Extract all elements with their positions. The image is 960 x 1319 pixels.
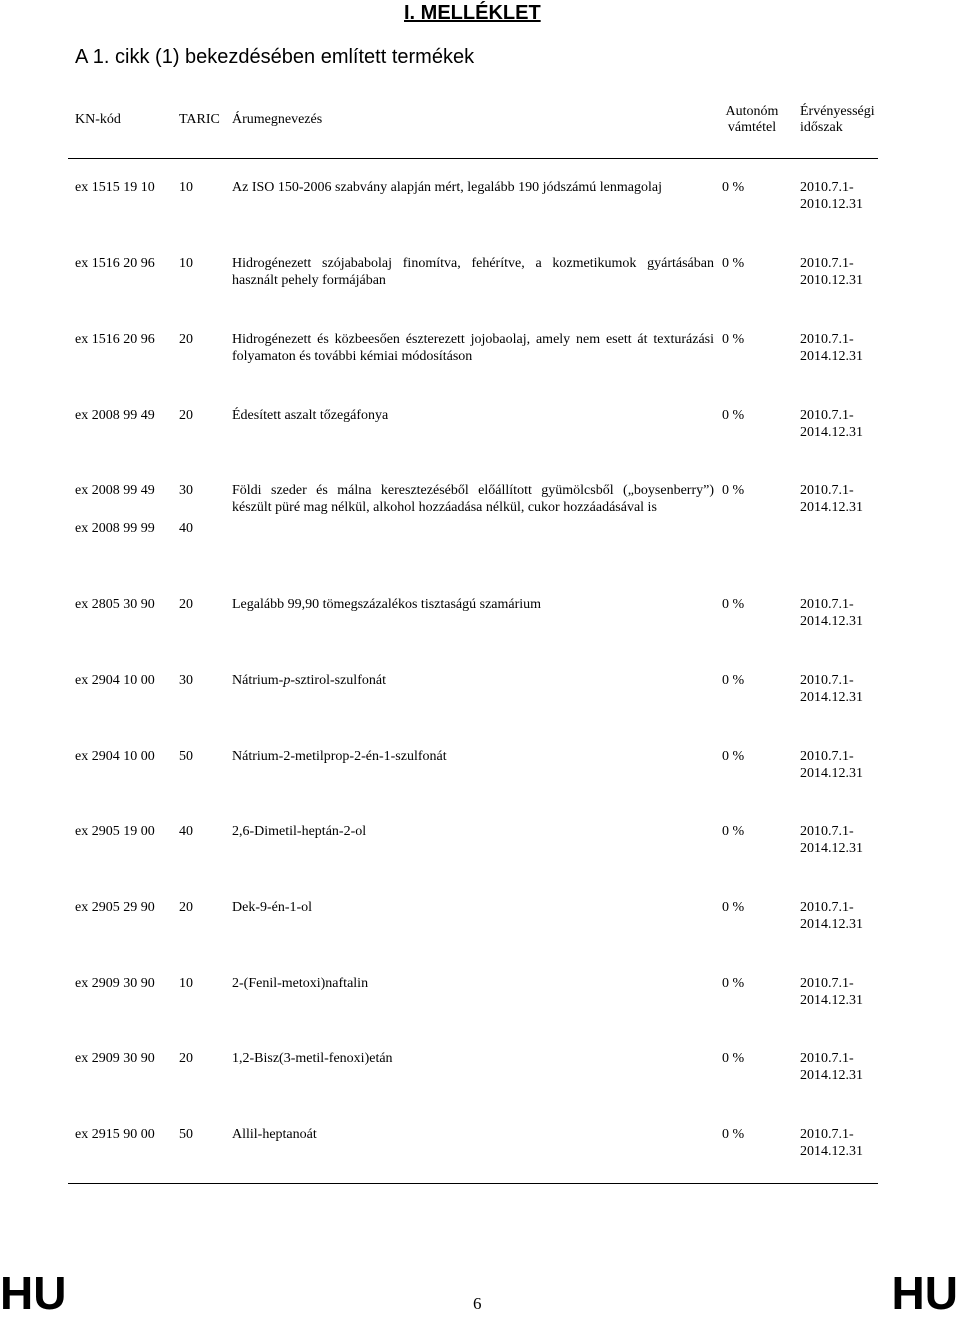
annex-title: I. MELLÉKLET xyxy=(404,2,541,24)
duty-rate: 0 % xyxy=(722,900,745,915)
taric-code: 50 xyxy=(179,749,193,764)
duty-rate: 0 % xyxy=(722,824,745,839)
document-subtitle: A 1. cikk (1) bekezdésében említett termékek xyxy=(75,46,475,68)
period-start: 2010.7.1- xyxy=(800,1051,854,1066)
period-end: 2010.12.31 xyxy=(800,272,863,288)
taric-code: 20 xyxy=(179,1051,193,1066)
product-description: 1,2-Bisz(3-metil-fenoxi)etán xyxy=(232,1051,393,1066)
validity-period xyxy=(800,1127,870,1160)
duty-rate: 0 % xyxy=(722,1127,745,1142)
period-start: 2010.7.1- xyxy=(800,332,854,347)
table-bottom-rule xyxy=(68,1183,878,1184)
taric-code: 40 xyxy=(179,520,193,536)
period-start: 2010.7.1- xyxy=(800,483,854,498)
period-end: 2014.12.31 xyxy=(800,613,863,629)
duty-rate: 0 % xyxy=(722,597,745,612)
taric-code: 20 xyxy=(179,332,193,347)
cn-code: ex 2915 90 00 xyxy=(75,1127,155,1142)
product-description: Hidrogénezett és közbeesően észterezett jojobaolaj, amely nem esett át texturázási folyamaton és további kémiai módosításon xyxy=(232,332,714,364)
cn-code: ex 2905 19 00 xyxy=(75,824,155,839)
period-start: 2010.7.1- xyxy=(800,180,854,195)
product-description: Nátrium-2-metilprop-2-én-1-szulfonát xyxy=(232,749,447,764)
taric-code: 20 xyxy=(179,900,193,915)
period-start: 2010.7.1- xyxy=(800,749,854,764)
period-end: 2014.12.31 xyxy=(800,916,863,932)
period-start: 2010.7.1- xyxy=(800,900,854,915)
validity-period xyxy=(800,408,870,441)
duty-rate: 0 % xyxy=(722,180,745,195)
header-period-line1: Érvényességi xyxy=(800,104,875,119)
validity-period xyxy=(800,749,870,782)
product-description: Hidrogénezett szójababolaj finomítva, fehérítve, a kozmetikumok gyártásában használt pehely formájában xyxy=(232,256,714,288)
taric-code: 30 xyxy=(179,483,193,498)
taric-code: 10 xyxy=(179,180,193,195)
cn-code: ex 1516 20 96 xyxy=(75,332,155,347)
product-description xyxy=(232,673,714,690)
footer-language-right: HU xyxy=(891,1267,958,1319)
period-end: 2010.12.31 xyxy=(800,196,863,212)
header-rate-line1: Autonóm xyxy=(725,104,779,119)
product-description: 2-(Fenil-metoxi)naftalin xyxy=(232,976,369,991)
period-end: 2014.12.31 xyxy=(800,992,863,1008)
header-period-line2: időszak xyxy=(800,120,843,135)
duty-rate: 0 % xyxy=(722,256,745,271)
period-end: 2014.12.31 xyxy=(800,499,863,515)
period-start: 2010.7.1- xyxy=(800,673,854,688)
period-end: 2014.12.31 xyxy=(800,1143,863,1159)
validity-period xyxy=(800,256,870,289)
period-end: 2014.12.31 xyxy=(800,1067,863,1083)
duty-rate: 0 % xyxy=(722,673,745,688)
header-rate xyxy=(722,104,782,136)
validity-period xyxy=(800,483,870,516)
cn-code: ex 2904 10 00 xyxy=(75,749,155,764)
header-period xyxy=(800,104,875,136)
duty-rate: 0 % xyxy=(722,483,745,498)
cn-code: ex 2909 30 90 xyxy=(75,1051,155,1066)
desc-suffix: -sztirol-szulfonát xyxy=(290,673,386,688)
duty-rate: 0 % xyxy=(722,976,745,991)
duty-rate: 0 % xyxy=(722,1051,745,1066)
cn-code: ex 2905 29 90 xyxy=(75,900,155,915)
period-end: 2014.12.31 xyxy=(800,424,863,440)
header-divider xyxy=(68,158,878,159)
period-start: 2010.7.1- xyxy=(800,1127,854,1142)
taric-code: 10 xyxy=(179,256,193,271)
validity-period xyxy=(800,180,870,213)
period-end: 2014.12.31 xyxy=(800,348,863,364)
taric-code: 20 xyxy=(179,597,193,612)
product-description: 2,6-Dimetil-heptán-2-ol xyxy=(232,824,367,839)
header-cn-code: KN-kód xyxy=(75,112,121,127)
product-description: Földi szeder és málna keresztezéséből előállított gyümölcsből („boysenberry”) készült püré mag nélkül, alkohol hozzáadása nélkül, cukor hozzáadásával is xyxy=(232,483,714,515)
taric-code: 30 xyxy=(179,673,193,688)
duty-rate: 0 % xyxy=(722,332,745,347)
duty-rate: 0 % xyxy=(722,749,745,764)
product-description: Dek-9-én-1-ol xyxy=(232,900,313,915)
cn-code: ex 2909 30 90 xyxy=(75,976,155,991)
period-start: 2010.7.1- xyxy=(800,597,854,612)
validity-period xyxy=(800,900,870,933)
taric-code: 50 xyxy=(179,1127,193,1142)
cn-code: ex 2008 99 99 xyxy=(75,520,155,536)
period-start: 2010.7.1- xyxy=(800,824,854,839)
validity-period xyxy=(800,1051,870,1084)
header-taric: TARIC xyxy=(179,112,220,127)
duty-rate: 0 % xyxy=(722,408,745,423)
validity-period xyxy=(800,673,870,706)
footer-language-left: HU xyxy=(0,1267,67,1319)
header-description: Árumegnevezés xyxy=(232,112,323,127)
period-end: 2014.12.31 xyxy=(800,840,863,856)
product-description: Az ISO 150-2006 szabvány alapján mért, legalább 190 jódszámú lenmagolaj xyxy=(232,180,662,195)
taric-code: 20 xyxy=(179,408,193,423)
validity-period xyxy=(800,976,870,1009)
validity-period xyxy=(800,824,870,857)
desc-prefix: Nátrium- xyxy=(232,673,284,688)
product-description: Allil-heptanoát xyxy=(232,1127,317,1142)
header-rate-line2: vámtétel xyxy=(727,120,777,135)
taric-code: 10 xyxy=(179,976,193,991)
cn-code: ex 2008 99 49 xyxy=(75,408,155,423)
cn-code: ex 2805 30 90 xyxy=(75,597,155,612)
page-number: 6 xyxy=(473,1294,482,1313)
period-start: 2010.7.1- xyxy=(800,408,854,423)
validity-period xyxy=(800,597,870,630)
taric-codes xyxy=(179,483,193,537)
cn-codes xyxy=(75,483,155,537)
product-description: Édesített aszalt tőzegáfonya xyxy=(232,408,389,423)
period-start: 2010.7.1- xyxy=(800,256,854,271)
product-description: Legalább 99,90 tömegszázalékos tisztaságú szamárium xyxy=(232,597,542,612)
taric-code: 40 xyxy=(179,824,193,839)
cn-code: ex 1515 19 10 xyxy=(75,180,155,195)
period-end: 2014.12.31 xyxy=(800,689,863,705)
period-end: 2014.12.31 xyxy=(800,765,863,781)
desc-italic-part: p xyxy=(283,673,291,688)
cn-code: ex 1516 20 96 xyxy=(75,256,155,271)
cn-code: ex 2008 99 49 xyxy=(75,483,155,498)
period-start: 2010.7.1- xyxy=(800,976,854,991)
validity-period xyxy=(800,332,870,365)
cn-code: ex 2904 10 00 xyxy=(75,673,155,688)
